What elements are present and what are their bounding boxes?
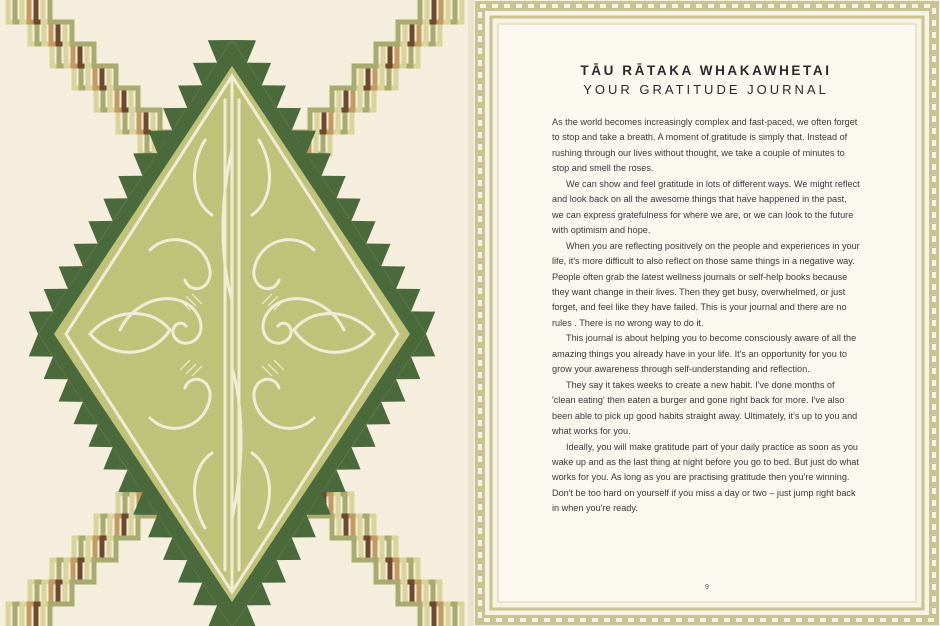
paragraph: Ideally, you will make gratitude part of your daily practice as soon as you wake up and as the last thing at night before you go to bed. But just do what works for you. As long as you are practising gratitude then you're winning. Don't be too hard on yourself if you miss a day or two – just jump right back in when you're ready. xyxy=(552,441,859,514)
heading-english: YOUR GRATITUDE JOURNAL xyxy=(583,82,829,97)
paragraph: We can show and feel gratitude in lots of different ways. We might reflect and look back on all the awesome things that have happened in the past, we can express gratefulness for where we are, or we can look to the future with optimism and hope. xyxy=(552,178,860,236)
journal-intro xyxy=(552,62,860,517)
page-number: 9 xyxy=(705,584,709,591)
paragraph: They say it takes weeks to create a new habit. I've done months of 'clean eating' then eaten a burger and gone right back for more. I've also been able to pick up good habits straight away. Ultimately, it's up to you and what works for you. xyxy=(552,379,858,437)
heading-maori: TĀU RĀTAKA WHAKAWHETAI xyxy=(580,63,832,78)
body-text xyxy=(552,115,860,517)
paragraph: As the world becomes increasingly complex and fast-paced, we often forget to stop and take a breath. A moment of gratitude is simply that. Instead of rushing through our lives without thought, we take a couple of minutes to stop and smell the roses. xyxy=(552,117,858,174)
paragraph: When you are reflecting positively on the people and experiences in your life, it's more difficult to also reflect on those same things in a negative way. People often grab the latest wellness journals or self-help books because they want change in their lives. Then they get busy, overwhelmed, or just forget, and feel like they have failed. This is your journal and there are no rules . There is no wrong way to do it. xyxy=(552,240,860,328)
paragraph: This journal is about helping you to become consciously aware of all the amazing things you already have in your life. It's an opportunity for you to grow your awareness through self-understanding and reflection. xyxy=(552,333,857,375)
right-page xyxy=(474,0,940,626)
